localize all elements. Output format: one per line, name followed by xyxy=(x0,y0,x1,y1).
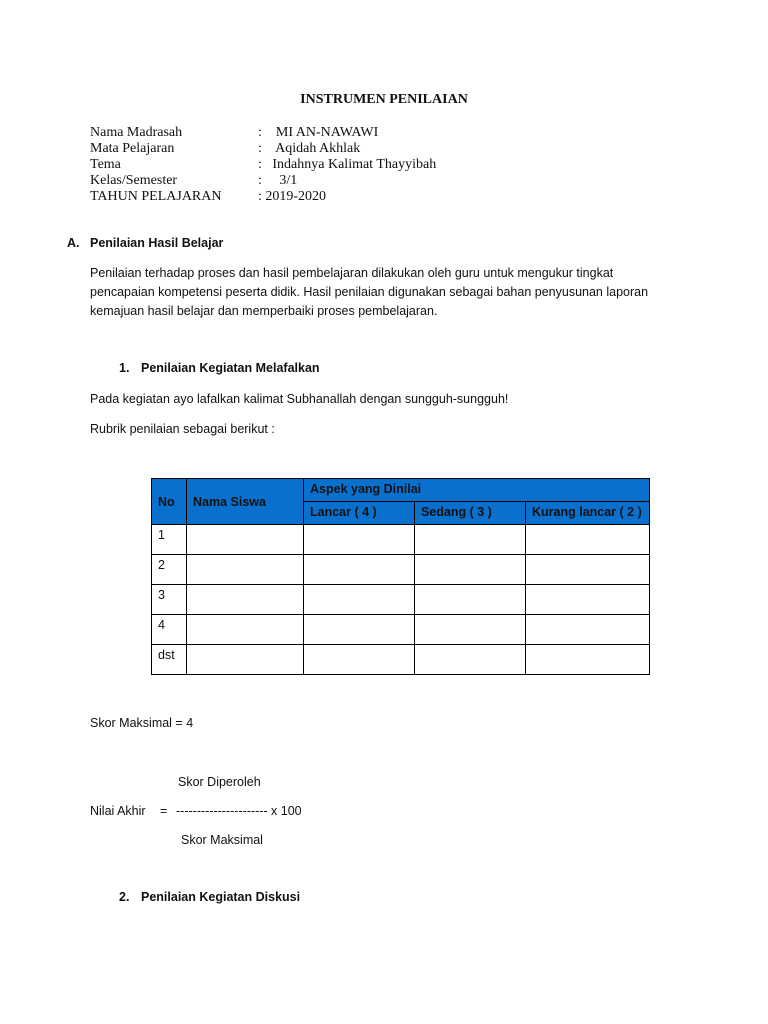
cell-sedang xyxy=(415,585,526,615)
section-a-paragraph xyxy=(90,264,648,321)
meta-value: : Aqidah Akhlak xyxy=(258,141,361,156)
cell-lancar xyxy=(304,585,415,615)
cell-kurang-lancar xyxy=(526,525,650,555)
meta-value: : 2019-2020 xyxy=(258,189,327,204)
row-number: 2 xyxy=(152,555,187,585)
table-row xyxy=(152,555,650,585)
meta-value: : MI AN-NAWAWI xyxy=(258,125,379,140)
row-number: 4 xyxy=(152,615,187,645)
meta-value: : 3/1 xyxy=(258,173,298,188)
col-header-aspect: Aspek yang Dinilai xyxy=(304,479,650,502)
max-score-text: Skor Maksimal = 4 xyxy=(90,716,194,730)
col-header-no: No xyxy=(152,479,187,525)
row-number: dst xyxy=(152,645,187,675)
cell-kurang-lancar xyxy=(526,555,650,585)
paragraph-line: pencapaian kompetensi peserta didik. Hasil penilaian digunakan sebagai bahan penyusunan laporan xyxy=(90,285,649,299)
cell-lancar xyxy=(304,525,415,555)
section-a-marker: A. xyxy=(67,236,80,250)
cell-lancar xyxy=(304,555,415,585)
rubric-intro: Rubrik penilaian sebagai berikut : xyxy=(90,422,275,436)
cell-sedang xyxy=(415,555,526,585)
meta-label: TAHUN PELAJARAN xyxy=(90,189,222,204)
subsection-1-heading: Penilaian Kegiatan Melafalkan xyxy=(141,361,320,375)
cell-kurang-lancar xyxy=(526,615,650,645)
meta-label: Tema xyxy=(90,157,121,172)
col-header-lancar: Lancar ( 4 ) xyxy=(304,502,415,525)
formula-numerator: Skor Diperoleh xyxy=(178,775,261,789)
cell-sedang xyxy=(415,615,526,645)
table-row xyxy=(152,585,650,615)
formula-label: Nilai Akhir xyxy=(90,804,146,818)
paragraph-line: kemajuan hasil belajar dan memperbaiki proses pembelajaran. xyxy=(90,304,438,318)
instruction-text: Pada kegiatan ayo lafalkan kalimat Subhanallah dengan sungguh-sungguh! xyxy=(90,392,509,406)
formula-fraction-line: ---------------------- x 100 xyxy=(176,804,302,818)
meta-row-subject xyxy=(90,141,436,157)
cell-student-name xyxy=(187,585,304,615)
table-row xyxy=(152,615,650,645)
formula-denominator: Skor Maksimal xyxy=(181,833,263,847)
meta-row-year xyxy=(90,189,436,205)
meta-row-theme xyxy=(90,157,436,173)
cell-sedang xyxy=(415,645,526,675)
paragraph-line: Penilaian terhadap proses dan hasil pembelajaran dilakukan oleh guru untuk mengukur tingkat xyxy=(90,266,614,280)
formula-equals: = xyxy=(160,804,168,818)
meta-row-madrasah xyxy=(90,125,436,141)
row-number: 3 xyxy=(152,585,187,615)
cell-sedang xyxy=(415,525,526,555)
cell-lancar xyxy=(304,615,415,645)
meta-row-class xyxy=(90,173,436,189)
cell-student-name xyxy=(187,555,304,585)
col-header-sedang: Sedang ( 3 ) xyxy=(415,502,526,525)
cell-lancar xyxy=(304,645,415,675)
row-number: 1 xyxy=(152,525,187,555)
subsection-2-heading: Penilaian Kegiatan Diskusi xyxy=(141,890,301,904)
section-a-heading: Penilaian Hasil Belajar xyxy=(90,236,224,250)
cell-student-name xyxy=(187,645,304,675)
meta-value: : Indahnya Kalimat Thayyibah xyxy=(258,157,437,172)
subsection-2-marker: 2. xyxy=(119,890,130,904)
meta-label: Nama Madrasah xyxy=(90,125,183,140)
cell-kurang-lancar xyxy=(526,585,650,615)
identity-block xyxy=(90,125,436,205)
cell-kurang-lancar xyxy=(526,645,650,675)
meta-label: Kelas/Semester xyxy=(90,173,178,188)
cell-student-name xyxy=(187,615,304,645)
page-title: INSTRUMEN PENILAIAN xyxy=(300,92,468,107)
col-header-kurang-lancar: Kurang lancar ( 2 ) xyxy=(526,502,650,525)
meta-label: Mata Pelajaran xyxy=(90,141,175,156)
table-row xyxy=(152,525,650,555)
subsection-1-marker: 1. xyxy=(119,361,130,375)
cell-student-name xyxy=(187,525,304,555)
rubric-table xyxy=(151,478,650,675)
col-header-name: Nama Siswa xyxy=(187,479,304,525)
table-row xyxy=(152,645,650,675)
